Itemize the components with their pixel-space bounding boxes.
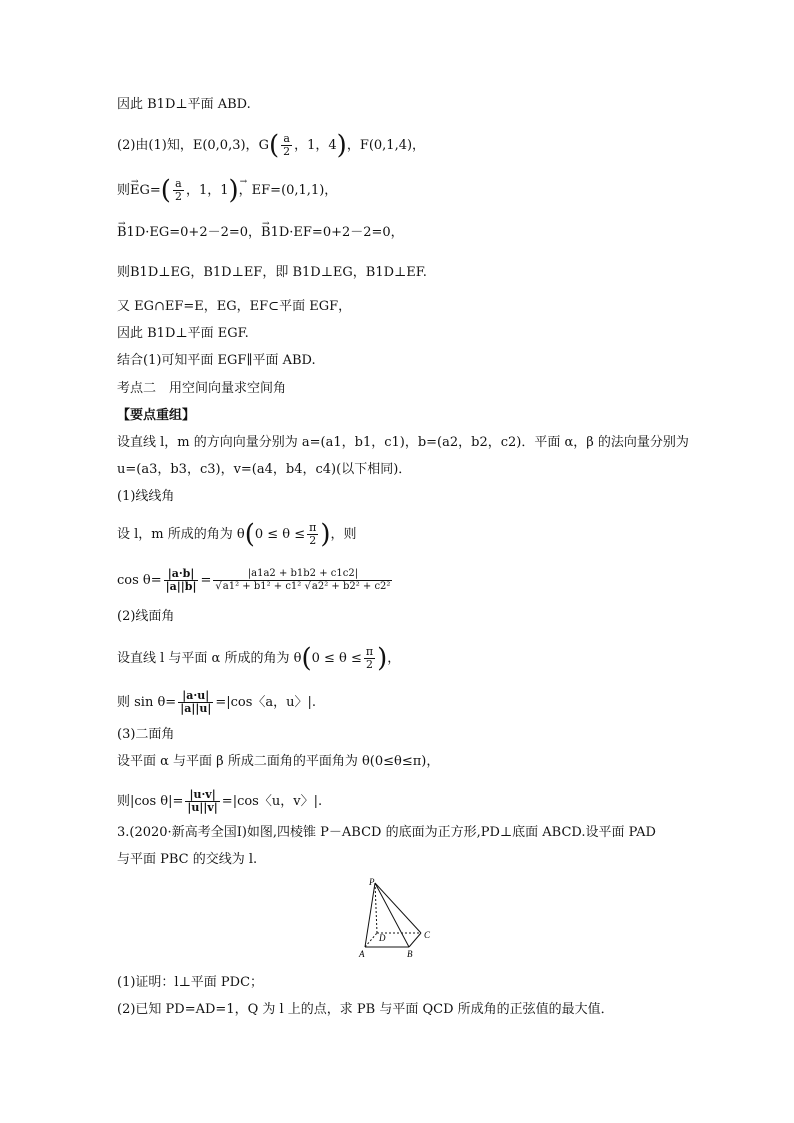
problem-text: 与平面 PBC 的交线为 l. <box>117 852 258 867</box>
text-line: 因此 B1D⊥平面 ABD. <box>117 97 251 112</box>
text-line: 设 l，m 所成的角为 θ(0 ≤ θ ≤ $\frac{\pi}{2}$ )，则 <box>117 519 357 550</box>
label-B: B <box>407 949 413 959</box>
text-line: 则B1D⊥EG，B1D⊥EF，即 B1D⊥EG，B1D⊥EF. <box>117 265 427 280</box>
label-P: P <box>369 877 375 887</box>
pyramid-figure <box>355 875 435 960</box>
section-title: 考点二 用空间向量求空间角 <box>117 381 287 396</box>
text-line: 结合(1)可知平面 EGF∥平面 ABD. <box>117 353 316 368</box>
text-line: 设平面 α 与平面 β 所成二面角的平面角为 θ(0≤θ≤π)， <box>117 754 440 769</box>
formula-line: cos θ= $\frac{|a\cdot b|}{|a||b|}$ = $\frac{|a1a2 + b1b2 + c1c2|}{\text{√a1² + b1² + c1² √a2² + b2² + c2²}}$ <box>117 567 391 593</box>
text-line: 设直线 l 与平面 α 所成的角为 θ(0 ≤ θ ≤ $\frac{\pi}{2}$ )， <box>117 643 401 674</box>
text-line: (2)由(1)知，E(0,0,3)，G( $\frac{a}{2}$ ，1，4)，F(0,1,4)， <box>117 130 426 161</box>
problem-text: 3.(2020·新高考全国Ⅰ)如图,四棱锥 P－ABCD 的底面为正方形,PD⊥底面 ABCD.设平面 PAD <box>117 825 656 840</box>
text-line: 设直线 l，m 的方向向量分别为 a=(a1，b1，c1)，b=(a2，b2，c2)．平面 α，β 的法向量分别为 <box>117 435 689 450</box>
label-A: A <box>359 949 365 959</box>
label-C: C <box>424 930 431 940</box>
formula-line: 则|cos θ|= $\frac{|u\cdot v|}{|u||v|}$ =|cos〈u，v〉|. <box>117 788 323 814</box>
text-line: (2)线面角 <box>117 609 175 624</box>
text-line: → B1D·EG=0+2－2=0，→ B1D·EF=0+2－2=0， <box>117 224 404 242</box>
text-line: 因此 B1D⊥平面 EGF. <box>117 326 249 341</box>
edge-BC <box>409 933 421 947</box>
formula-line: 则 sin θ= $\frac{|a\cdot u|}{|a||u|}$ =|cos〈a，u〉|. <box>117 689 317 715</box>
text-line: (1)线线角 <box>117 489 175 504</box>
text-line: 则→ EG=( $\frac{a}{2}$ ，1，1)→ ，EF=(0,1,1)， <box>117 178 337 203</box>
section-subtitle: 【要点重组】 <box>117 408 196 423</box>
problem-text: (2)已知 PD=AD=1，Q 为 l 上的点，求 PB 与平面 QCD 所成角的正弦值的最大值． <box>117 1002 614 1017</box>
text-line: 又 EG∩EF=E，EG，EF⊂平面 EGF， <box>117 299 352 314</box>
edge-PD <box>375 883 377 933</box>
text-line: u=(a3，b3，c3)，v=(a4，b4，c4)(以下相同)． <box>117 462 412 477</box>
problem-text: (1)证明：l⊥平面 PDC； <box>117 975 264 990</box>
text-line: (3)二面角 <box>117 727 175 742</box>
label-D: D <box>379 933 386 943</box>
